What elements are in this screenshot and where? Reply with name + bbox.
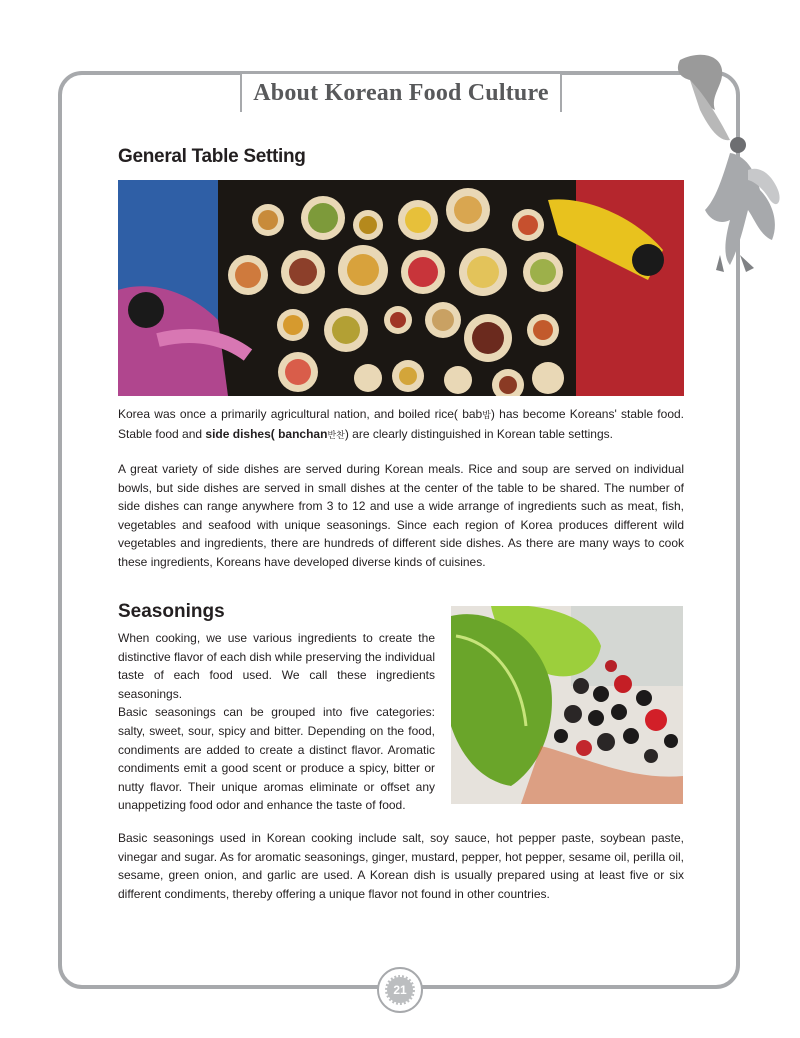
title-box — [240, 74, 562, 112]
page-number-badge — [377, 967, 423, 1013]
paragraph-seasonings: When cooking, we use various ingredients to create the distinctive flavor of each dish while preserving the individual taste of each food used. We call these ingredients seasonings. Basic seasonings can be grouped into five categories: salty, sweet, sour, spicy and bitter. Depending on the food, condiments are added to create a distinct flavor. Aromatic condiments emit a good scent or produce a spicy, bitter or nutty flavor. Their unique aromas eliminate or offset any unappetizing food odor and enhance the taste of food. — [118, 631, 435, 813]
page-number: 21 — [385, 975, 415, 1005]
section-heading-table-setting: General Table Setting — [118, 146, 306, 167]
seasonings-photo — [451, 606, 683, 804]
paragraph-basic-seasonings: Basic seasonings used in Korean cooking include salt, soy sauce, hot pepper paste, soybean paste, vinegar and sugar. As for aromatic seasonings, ginger, mustard, pepper, hot pepper, sesame oil, perilla oil, sesame, green onion, and garlic are used. A Korean dish is usually prepared using at least five or six different condiments, thereby offering a unique flavor not found in other countries. — [118, 831, 684, 901]
paragraph-side-dishes: A great variety of side dishes are served during Korean meals. Rice and soup are served on individual bowls, but side dishes are served in small dishes at the center of the table to be shared. The number of side dishes can range anywhere from 3 to 12 and use a wide arrange of ingredients such as meat, fish, vegetables and seafood with unique seasonings. Since each region of Korea produces different wild vegetables and ingredients, there are hundreds of different side dishes. As there are many ways to cook these ingredients, Koreans have developed diverse kinds of cuisines. — [118, 462, 684, 569]
page-title: About Korean Food Culture — [253, 79, 549, 106]
table-setting-photo — [118, 180, 684, 396]
paragraph-rice: Korea was once a primarily agricultural nation, and boiled rice( bab밥) has become Koreans' stable food. Stable food and side dishes( banchan반찬) are clearly distinguished in Korean table settings. — [118, 407, 685, 441]
section-heading-seasonings: Seasonings — [118, 601, 225, 622]
